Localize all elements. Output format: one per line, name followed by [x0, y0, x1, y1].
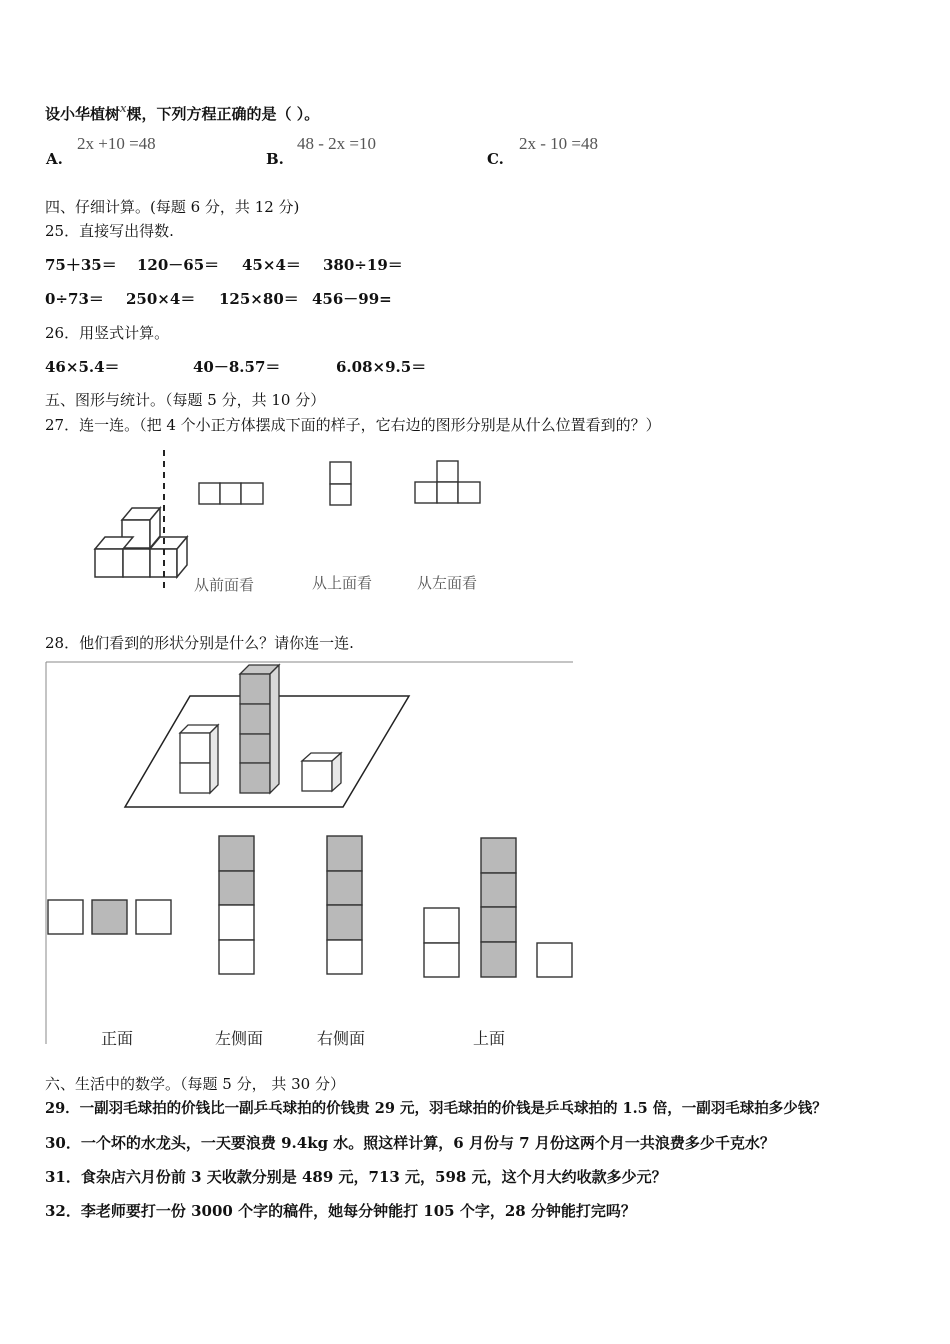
- q24-variable: x: [120, 100, 127, 115]
- q27-cube-stack: [95, 508, 187, 577]
- q24-stem-after: 棵，下列方程正确的是（ ）。: [126, 105, 320, 123]
- q25-item-8: 456－99=: [312, 290, 392, 308]
- q25-item-3: 45×4＝: [242, 256, 301, 274]
- q28-caption-left-side: 左侧面: [215, 1029, 264, 1048]
- q28-middle-stack: [240, 665, 279, 793]
- q28-view-top[interactable]: [424, 838, 572, 977]
- q27-view-top[interactable]: [330, 462, 351, 505]
- section5-heading: 五、图形与统计。（每题 5 分，共 10 分）: [45, 391, 326, 409]
- q24-stem-before: 设小华植树: [45, 105, 121, 123]
- q28-view-left-side[interactable]: [219, 836, 254, 974]
- q27-view-left[interactable]: [415, 461, 480, 503]
- q30-text: 30．一个坏的水龙头，一天要浪费 9.4kg 水。照这样计算，6 月份与 7 月份这两个月一共浪费多少千克水？: [45, 1134, 775, 1152]
- q29-text: 29．一副羽毛球拍的价钱比一副乒乓球拍的价钱贵 29 元，羽毛球拍的价钱是乒乓球拍的 1.5 倍，一副羽毛球拍多少钱？: [45, 1100, 827, 1117]
- q31-text: 31．食杂店六月份前 3 天收款分别是 489 元，713 元，598 元，这个月大约收款多少元？: [45, 1168, 667, 1186]
- q26-item-2: 40－8.57＝: [193, 358, 281, 376]
- q25-item-2: 120－65＝: [137, 256, 220, 274]
- q32-text: 32．李老师要打一份 3000 个字的稿件，她每分钟能打 105 个字，28 分钟能打完吗？: [45, 1202, 636, 1220]
- q27-caption-front: 从前面看: [194, 576, 255, 594]
- q28-caption-front: 正面: [101, 1029, 134, 1048]
- q25-item-4: 380÷19＝: [323, 256, 403, 274]
- q24-option-a-label[interactable]: A.: [46, 150, 63, 168]
- q24-option-a-equation: 2x +10 =48: [77, 134, 156, 153]
- q24-option-b-label[interactable]: B.: [266, 150, 284, 168]
- q28-right-cube: [302, 753, 341, 791]
- q27-title: 27．连一连。（把 4 个小正方体摆成下面的样子，它右边的图形分别是从什么位置看到的？）: [45, 416, 661, 434]
- q28-caption-top: 上面: [473, 1029, 506, 1048]
- q25-item-1: 75＋35＝: [45, 256, 117, 274]
- q26-item-3: 6.08×9.5＝: [336, 358, 427, 376]
- q28-view-right-side[interactable]: [327, 836, 362, 974]
- q27-caption-left: 从左面看: [417, 574, 478, 592]
- q25-item-5: 0÷73＝: [45, 290, 104, 308]
- q28-left-stack: [180, 725, 218, 793]
- q26-title: 26．用竖式计算。: [45, 324, 170, 342]
- q25-title: 25．直接写出得数.: [45, 222, 174, 240]
- q28-title: 28．他们看到的形状分别是什么？请你连一连.: [45, 634, 354, 652]
- q25-item-6: 250×4＝: [126, 290, 196, 308]
- q27-caption-top: 从上面看: [312, 574, 373, 592]
- q27-view-front[interactable]: [199, 483, 263, 504]
- q26-item-1: 46×5.4＝: [45, 358, 120, 376]
- q24-option-c-equation: 2x - 10 =48: [519, 134, 599, 153]
- q28-figure: [45, 662, 575, 1047]
- section4-heading: 四、仔细计算。(每题 6 分，共 12 分): [45, 198, 300, 216]
- q24-stem: [45, 100, 320, 124]
- q25-item-7: 125×80＝: [219, 290, 299, 308]
- q24-option-b-equation: 48 - 2x =10: [297, 134, 377, 153]
- q28-caption-right-side: 右侧面: [317, 1029, 366, 1048]
- q28-view-front[interactable]: [48, 900, 171, 934]
- section6-heading: 六、生活中的数学。（每题 5 分， 共 30 分）: [45, 1075, 345, 1093]
- q24-option-c-label[interactable]: C.: [487, 150, 504, 168]
